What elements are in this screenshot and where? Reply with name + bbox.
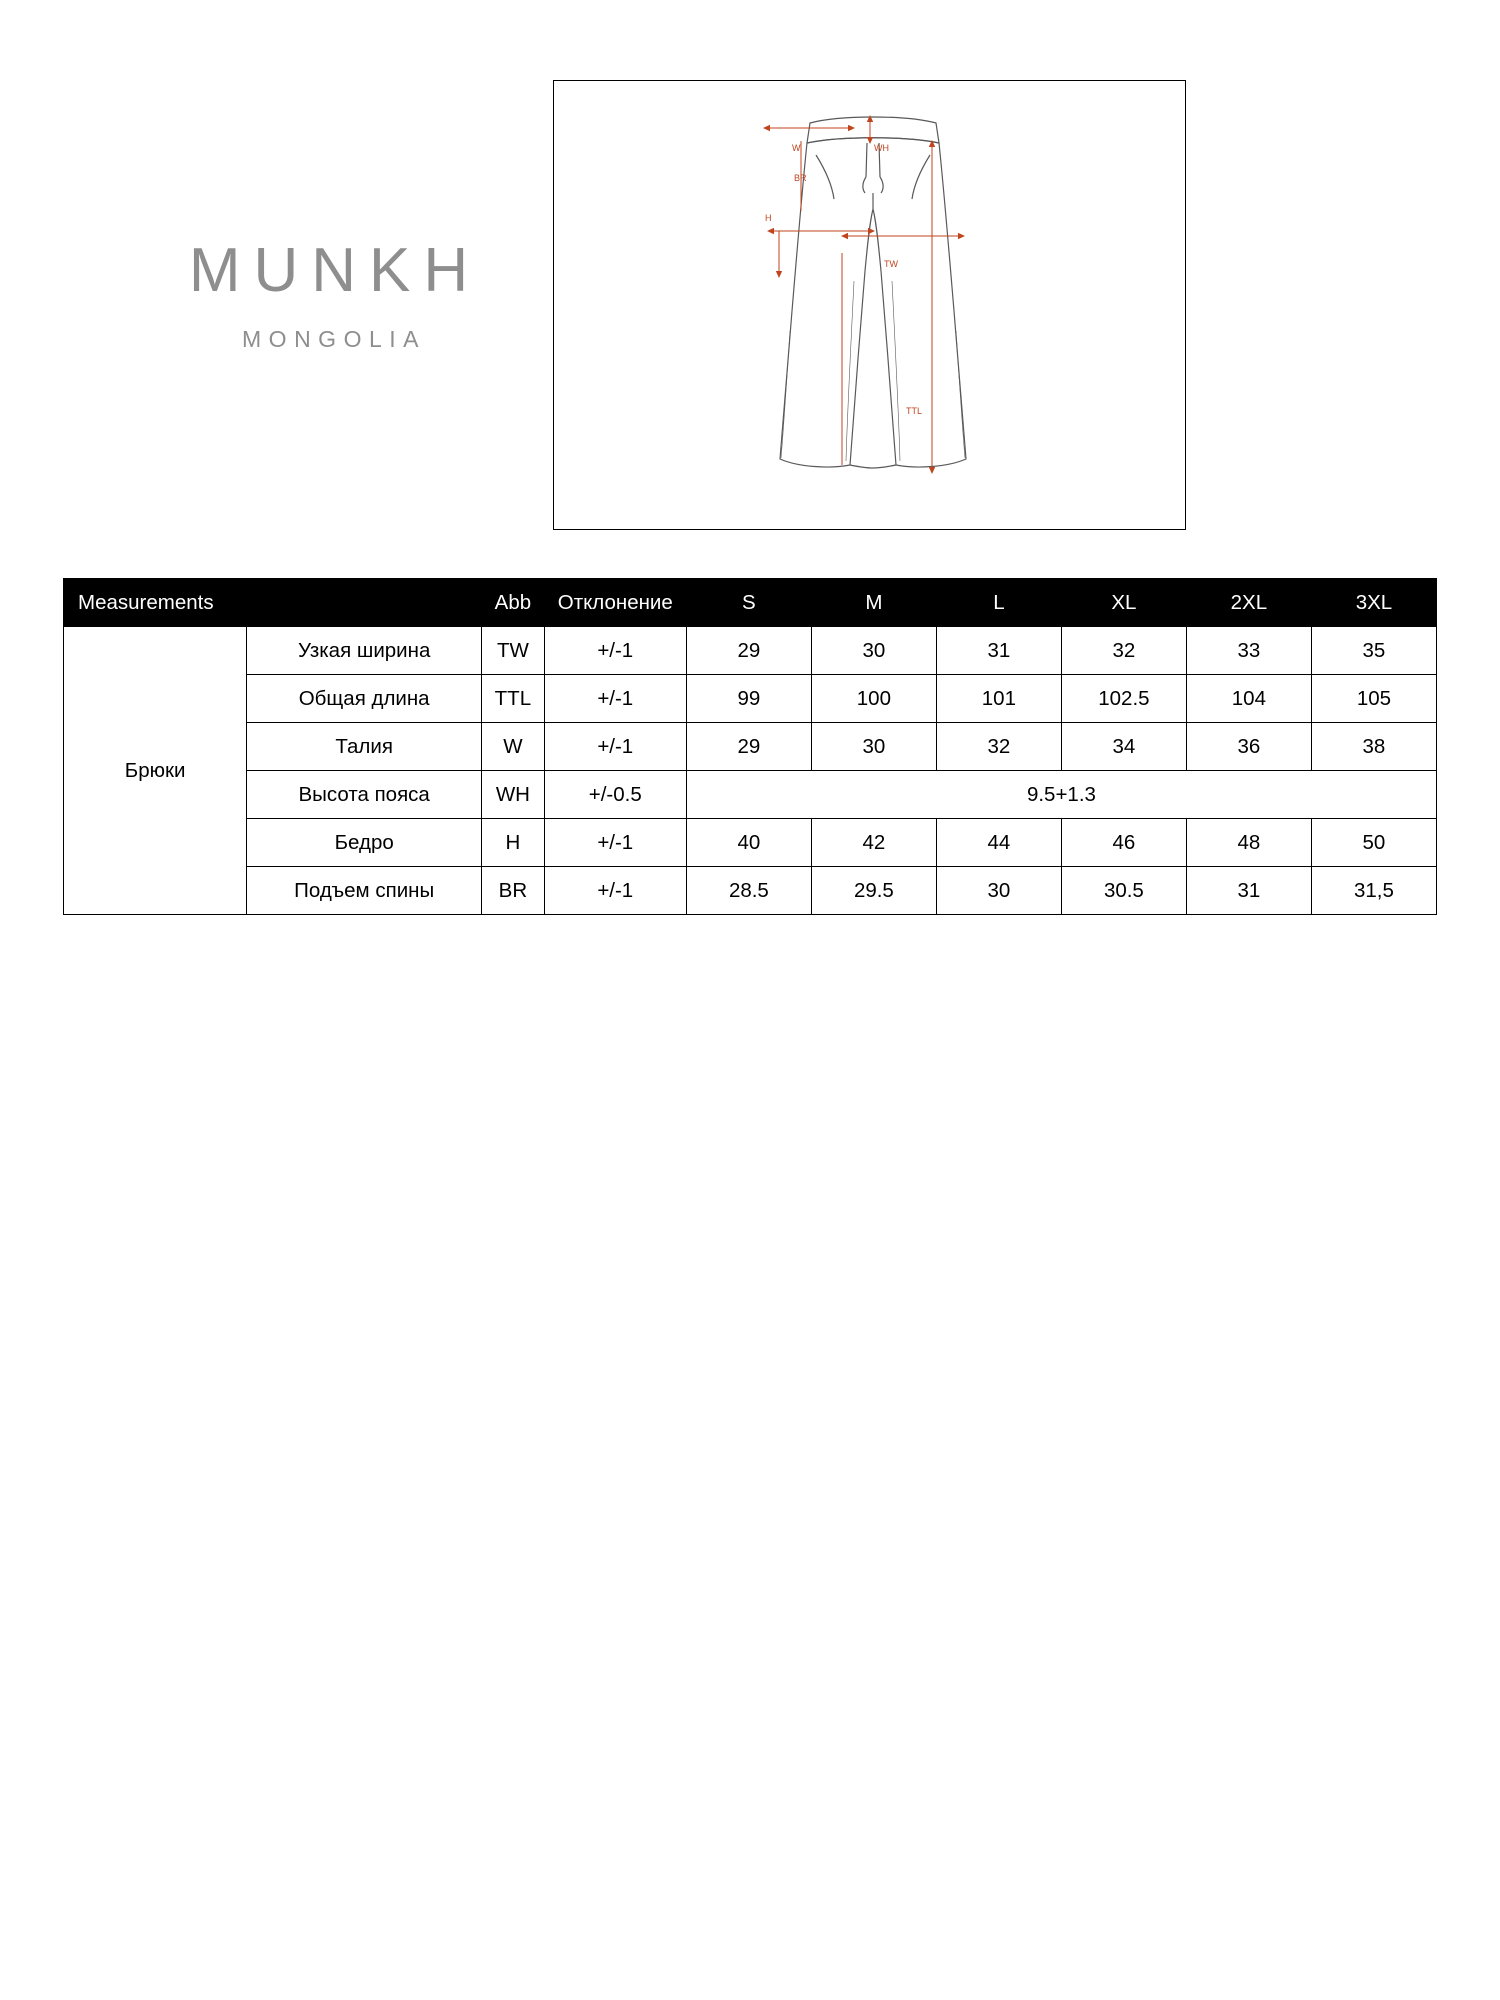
size-chart-table [63,578,1437,915]
header-deviation: Отклонение [544,579,686,627]
brand-name: MUNKH [188,236,482,305]
row-value-xl: 32 [1061,627,1186,675]
label-H: H [765,213,772,223]
row-value-2xl: 33 [1186,627,1311,675]
row-value-3xl: 31,5 [1311,867,1436,915]
row-value-l: 101 [936,675,1061,723]
table-row [64,627,1437,675]
table-header-row [64,579,1437,627]
row-value-l: 31 [936,627,1061,675]
row-deviation: +/-1 [544,627,686,675]
row-value-3xl: 35 [1311,627,1436,675]
row-value-2xl: 31 [1186,867,1311,915]
row-abb: H [482,819,545,867]
row-value-l: 30 [936,867,1061,915]
table-row [64,771,1437,819]
group-label-pants: Брюки [64,627,247,915]
row-abb: BR [482,867,545,915]
row-name: Общая длина [247,675,482,723]
row-deviation: +/-1 [544,723,686,771]
row-name: Высота пояса [247,771,482,819]
row-value-s: 40 [686,819,811,867]
row-value-m: 42 [811,819,936,867]
table-row [64,867,1437,915]
row-value-xl: 30.5 [1061,867,1186,915]
row-value-s: 29 [686,627,811,675]
row-name: Бедро [247,819,482,867]
row-value-3xl: 105 [1311,675,1436,723]
row-deviation: +/-1 [544,675,686,723]
label-TW: TW [884,259,898,269]
label-TTL: TTL [906,406,923,416]
header-size-l: L [936,579,1061,627]
header-size-2xl: 2XL [1186,579,1311,627]
header-size-s: S [686,579,811,627]
header-size-xl: XL [1061,579,1186,627]
row-value-xl: 34 [1061,723,1186,771]
row-merged-value: 9.5+1.3 [686,771,1436,819]
row-value-2xl: 104 [1186,675,1311,723]
table-row [64,723,1437,771]
row-value-xl: 102.5 [1061,675,1186,723]
row-abb: W [482,723,545,771]
header-size-m: M [811,579,936,627]
row-value-3xl: 50 [1311,819,1436,867]
row-value-l: 32 [936,723,1061,771]
brand-logo [140,236,520,353]
row-deviation: +/-0.5 [544,771,686,819]
row-value-2xl: 48 [1186,819,1311,867]
label-WH: WH [874,143,889,153]
row-abb: TW [482,627,545,675]
row-value-2xl: 36 [1186,723,1311,771]
row-deviation: +/-1 [544,819,686,867]
row-deviation: +/-1 [544,867,686,915]
row-abb: TTL [482,675,545,723]
row-value-m: 100 [811,675,936,723]
brand-subtitle: MONGOLIA [242,326,426,352]
row-value-l: 44 [936,819,1061,867]
row-value-m: 30 [811,723,936,771]
label-W: W [792,143,801,153]
row-value-s: 29 [686,723,811,771]
size-chart-table-wrapper [63,578,1437,915]
row-value-s: 28.5 [686,867,811,915]
table-row [64,819,1437,867]
table-row [64,675,1437,723]
row-name: Узкая ширина [247,627,482,675]
row-value-m: 29.5 [811,867,936,915]
row-name: Подъем спины [247,867,482,915]
pants-technical-drawing [553,80,1186,530]
row-value-xl: 46 [1061,819,1186,867]
row-value-s: 99 [686,675,811,723]
header-size-3xl: 3XL [1311,579,1436,627]
document-header [0,0,1500,560]
row-abb: WH [482,771,545,819]
row-value-3xl: 38 [1311,723,1436,771]
row-name: Талия [247,723,482,771]
header-measurements: Measurements [64,579,482,627]
row-value-m: 30 [811,627,936,675]
header-abb: Abb [482,579,545,627]
label-BR: BR [794,173,807,183]
